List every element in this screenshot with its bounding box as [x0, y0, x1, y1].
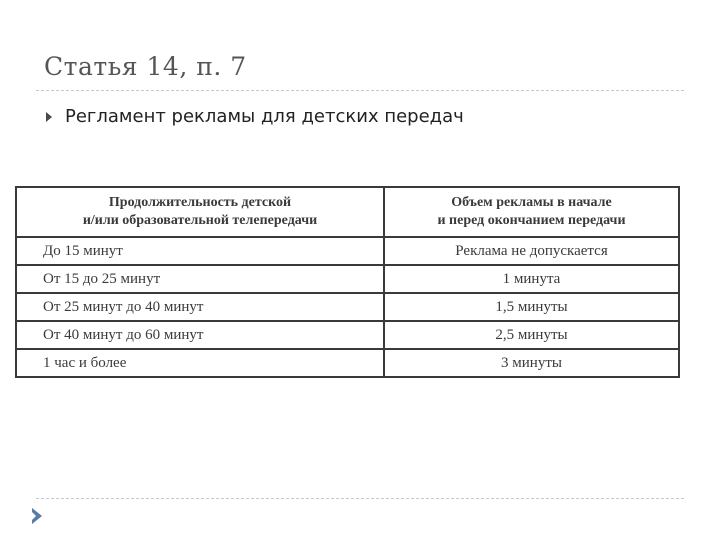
- header-ad-volume: [384, 187, 679, 237]
- table-row: [16, 349, 679, 377]
- next-slide-arrow-icon[interactable]: [32, 508, 42, 524]
- table-row: [16, 293, 679, 321]
- header-ad-volume-line1: Объем рекламы в начале: [451, 195, 612, 210]
- advertising-regulation-table: [15, 186, 680, 378]
- header-ad-volume-line2: и перед окончанием передачи: [437, 213, 626, 228]
- row-duration: От 15 до 25 минут: [16, 265, 384, 293]
- row-duration: От 40 минут до 60 минут: [16, 321, 384, 349]
- table-row: [16, 237, 679, 265]
- table-row: [16, 265, 679, 293]
- header-duration-line1: Продолжительность детской: [108, 195, 292, 210]
- bullet-item: [46, 106, 464, 127]
- row-ad-volume: 1 минута: [384, 265, 679, 293]
- table-row: [16, 321, 679, 349]
- title-divider: [36, 90, 684, 91]
- row-duration: От 25 минут до 40 минут: [16, 293, 384, 321]
- bullet-arrow-icon: [46, 112, 52, 122]
- bullet-text: Регламент рекламы для детских передач: [65, 106, 464, 127]
- header-duration-line2: и/или образовательной телепередачи: [82, 213, 318, 228]
- row-ad-volume: Реклама не допускается: [384, 237, 679, 265]
- slide-title: Статья 14, п. 7: [44, 52, 247, 81]
- header-duration: [16, 187, 384, 237]
- footer-divider: [36, 498, 684, 499]
- table-header-row: [16, 187, 679, 237]
- row-duration: До 15 минут: [16, 237, 384, 265]
- row-ad-volume: 2,5 минуты: [384, 321, 679, 349]
- row-ad-volume: 3 минуты: [384, 349, 679, 377]
- row-duration: 1 час и более: [16, 349, 384, 377]
- row-ad-volume: 1,5 минуты: [384, 293, 679, 321]
